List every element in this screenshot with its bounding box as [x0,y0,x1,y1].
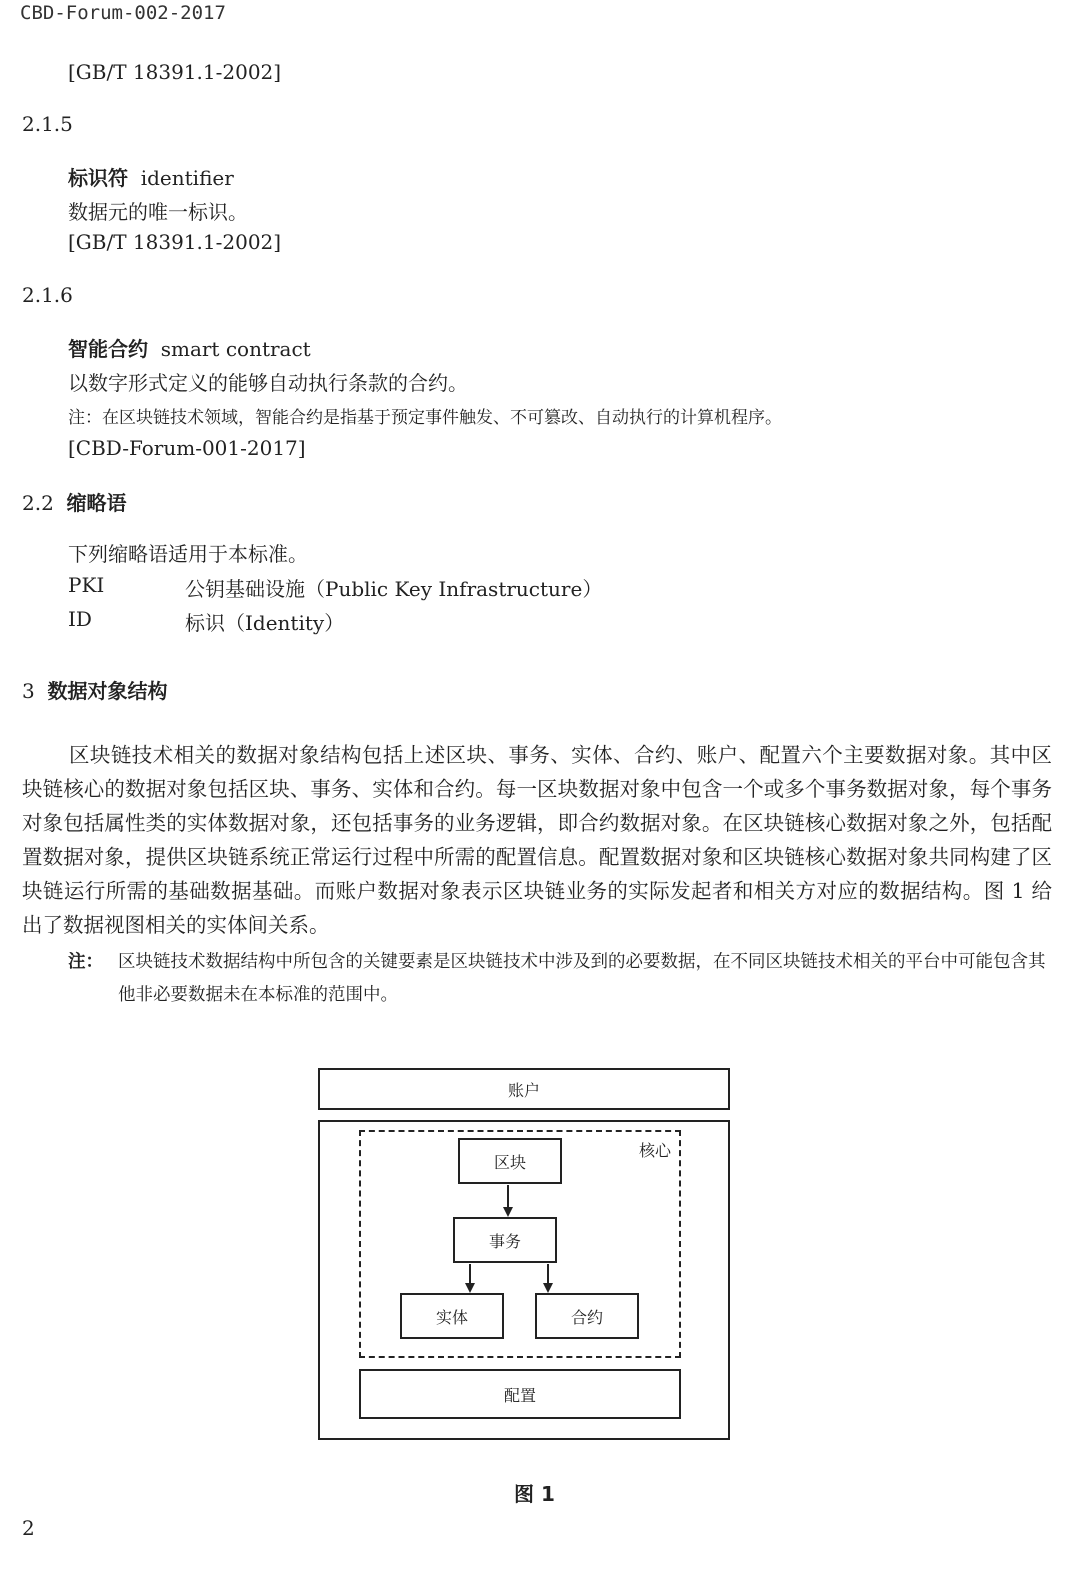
reference-2-1-5: [GB/T 18391.1-2002] [68,230,282,254]
transaction-label: 事务 [488,1231,521,1251]
definition-2-1-6: 以数字形式定义的能够自动执行条款的合约。 [68,371,468,395]
page-number: 2 [22,1516,35,1540]
contract-label: 合约 [570,1307,603,1327]
section-title: 缩略语 [66,491,127,515]
section-number: 2.2 [22,491,54,515]
entity-label: 实体 [435,1307,468,1327]
arrow-block-to-transaction [503,1185,513,1217]
abbr: PKI [68,573,105,597]
definition-2-1-5: 数据元的唯一标识。 [68,200,248,224]
section-number-2-1-6: 2.1.6 [22,283,73,307]
reference-2-1-4: [GB/T 18391.1-2002] [68,60,282,84]
abbr: ID [68,607,92,631]
note-2-1-6: 注：在区块链技术领域，智能合约是指基于预定事件触发、不可篡改、自动执行的计算机程序。 [68,408,782,428]
abbr-meaning: 标识（Identity） [185,611,345,635]
note-text: 区块链技术数据结构中所包含的关键要素是区块链技术中涉及到的必要数据，在不同区块链技术相关的平台中可能包含其他非必要数据未在本标准的范围中。 [118,952,1046,1005]
section-number: 3 [22,679,35,703]
term-en: identifier [140,166,234,190]
term-en: smart contract [160,337,311,361]
term-zh: 标识符 [68,166,128,190]
section-number-2-1-5: 2.1.5 [22,112,73,136]
note-label: 注： [68,952,103,972]
config-label: 配置 [503,1385,536,1405]
core-label: 核心 [639,1141,672,1160]
figure-caption: 图 1 [514,1482,555,1506]
abbreviations-intro: 下列缩略语适用于本标准。 [68,542,308,566]
arrow-transaction-to-entity [465,1264,475,1293]
doc-header-id: CBD-Forum-002-2017 [20,2,226,24]
account-label: 账户 [507,1080,540,1100]
arrow-transaction-to-contract [543,1264,553,1293]
section-3-paragraph: 区块链技术相关的数据对象结构包括上述区块、事务、实体、合约、账户、配置六个主要数据对象。其中区块链核心的数据对象包括区块、事务、实体和合约。每一区块数据对象中包含一个或多个事务数据对象，每个事务对象包括属性类的实体数据对象，还包括事务的业务逻辑，即合约数据对象。在区块链核心数据对象之外，包括配置数据对象，提供区块链系统正常运行过程中所需的配置信息。配置数据对象和区块链核心数据对象共同构建了区块链运行所需的基础数据基础。而账户数据对象表示区块链业务的实际发起者和相关方对应的数据结构。图 1 给出了数据视图相关的实体间关系。 [22,743,1052,937]
section-title: 数据对象结构 [47,679,168,703]
reference-2-1-6: [CBD-Forum-001-2017] [68,436,306,460]
abbr-meaning: 公钥基础设施（Public Key Infrastructure） [185,577,603,601]
block-label: 区块 [493,1152,526,1172]
term-zh: 智能合约 [68,337,148,361]
